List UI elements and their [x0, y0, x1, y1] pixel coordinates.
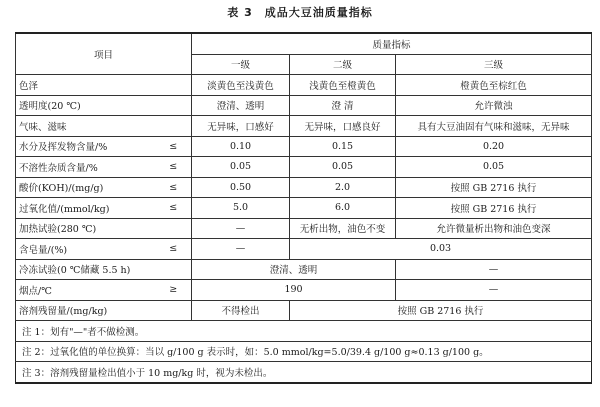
header-item: 项目 — [16, 33, 192, 75]
row-item: 气味、滋味 — [16, 116, 156, 137]
row-grade1: 淡黄色至浅黄色 — [192, 75, 290, 96]
row-grade2: 0.05 — [290, 157, 396, 178]
note-3: 注 3：溶剂残留量检出值小于 10 mg/kg 时，视为未检出。 — [16, 362, 592, 383]
row-grade1: 0.05 — [192, 157, 290, 178]
row-symbol: ≥ — [156, 280, 192, 301]
table-row — [16, 177, 592, 198]
row-symbol — [156, 95, 192, 116]
header-grade1: 一级 — [192, 54, 290, 75]
note-row — [16, 341, 592, 362]
row-item: 水分及挥发物含量/% — [16, 136, 156, 157]
row-grade1: 0.50 — [192, 177, 290, 198]
table-row — [16, 218, 592, 239]
row-item: 不溶性杂质含量/% — [16, 157, 156, 178]
row-grade2: 2.0 — [290, 177, 396, 198]
row-grade2: 6.0 — [290, 198, 396, 219]
row-grade3: — — [396, 259, 592, 280]
row-grade1-2: 190 — [192, 280, 396, 301]
header-grade3: 三级 — [396, 54, 592, 75]
row-grade3: 具有大豆油固有气味和滋味，无异味 — [396, 116, 592, 137]
row-grade1-2: 澄清、透明 — [192, 259, 396, 280]
table-row — [16, 280, 592, 301]
row-item: 加热试验(280 ℃) — [16, 218, 156, 239]
row-symbol — [156, 116, 192, 137]
table-row — [16, 259, 592, 280]
row-item: 含皂量/(%) — [16, 239, 156, 260]
table-row — [16, 300, 592, 321]
table-row — [16, 116, 592, 137]
row-grade3: — — [396, 280, 592, 301]
row-grade1: 5.0 — [192, 198, 290, 219]
row-grade2: 澄 清 — [290, 95, 396, 116]
quality-spec-table — [15, 32, 592, 384]
row-grade2-3: 0.03 — [290, 239, 592, 260]
row-grade3: 按照 GB 2716 执行 — [396, 198, 592, 219]
note-row — [16, 321, 592, 342]
row-grade3: 允许微浊 — [396, 95, 592, 116]
row-grade1: — — [192, 239, 290, 260]
table-row — [16, 136, 592, 157]
table-title: 表 3 成品大豆油质量指标 — [227, 6, 373, 19]
row-grade3: 按照 GB 2716 执行 — [396, 177, 592, 198]
row-symbol — [156, 75, 192, 96]
row-item: 烟点/℃ — [16, 280, 156, 301]
row-symbol: ≤ — [156, 136, 192, 157]
row-grade1: 澄清、透明 — [192, 95, 290, 116]
row-item: 透明度(20 ℃) — [16, 95, 156, 116]
table-row — [16, 75, 592, 96]
note-1: 注 1：划有"—"者不做检测。 — [16, 321, 592, 342]
row-symbol — [156, 259, 192, 280]
row-symbol — [156, 300, 192, 321]
row-grade1: — — [192, 218, 290, 239]
header-grade2: 二级 — [290, 54, 396, 75]
table-row — [16, 95, 592, 116]
row-grade2-3: 按照 GB 2716 执行 — [290, 300, 592, 321]
row-grade3: 0.20 — [396, 136, 592, 157]
row-symbol: ≤ — [156, 157, 192, 178]
row-grade3: 0.05 — [396, 157, 592, 178]
table-row — [16, 239, 592, 260]
table-row — [16, 198, 592, 219]
row-grade1: 不得检出 — [192, 300, 290, 321]
row-grade2: 无异味，口感良好 — [290, 116, 396, 137]
row-item: 过氧化值/(mmol/kg) — [16, 198, 156, 219]
note-2: 注 2：过氧化值的单位换算：当以 g/100 g 表示时，如：5.0 mmol/kg=5.0/39.4 g/100 g≈0.13 g/100 g。 — [16, 341, 592, 362]
row-grade2: 无析出物，油色不变 — [290, 218, 396, 239]
row-symbol: ≤ — [156, 198, 192, 219]
note-row — [16, 362, 592, 383]
row-grade1: 无异味，口感好 — [192, 116, 290, 137]
row-item: 酸价(KOH)/(mg/g) — [16, 177, 156, 198]
row-grade3: 橙黄色至棕红色 — [396, 75, 592, 96]
row-symbol: ≤ — [156, 177, 192, 198]
table-row — [16, 157, 592, 178]
row-item: 冷冻试验(0 ℃储藏 5.5 h) — [16, 259, 156, 280]
row-grade2: 0.15 — [290, 136, 396, 157]
row-grade3: 允许微量析出物和油色变深 — [396, 218, 592, 239]
row-symbol — [156, 218, 192, 239]
row-item: 色泽 — [16, 75, 156, 96]
header-quality: 质量指标 — [192, 33, 592, 54]
row-grade1: 0.10 — [192, 136, 290, 157]
row-symbol: ≤ — [156, 239, 192, 260]
row-grade2: 浅黄色至橙黄色 — [290, 75, 396, 96]
row-item: 溶剂残留量/(mg/kg) — [16, 300, 156, 321]
